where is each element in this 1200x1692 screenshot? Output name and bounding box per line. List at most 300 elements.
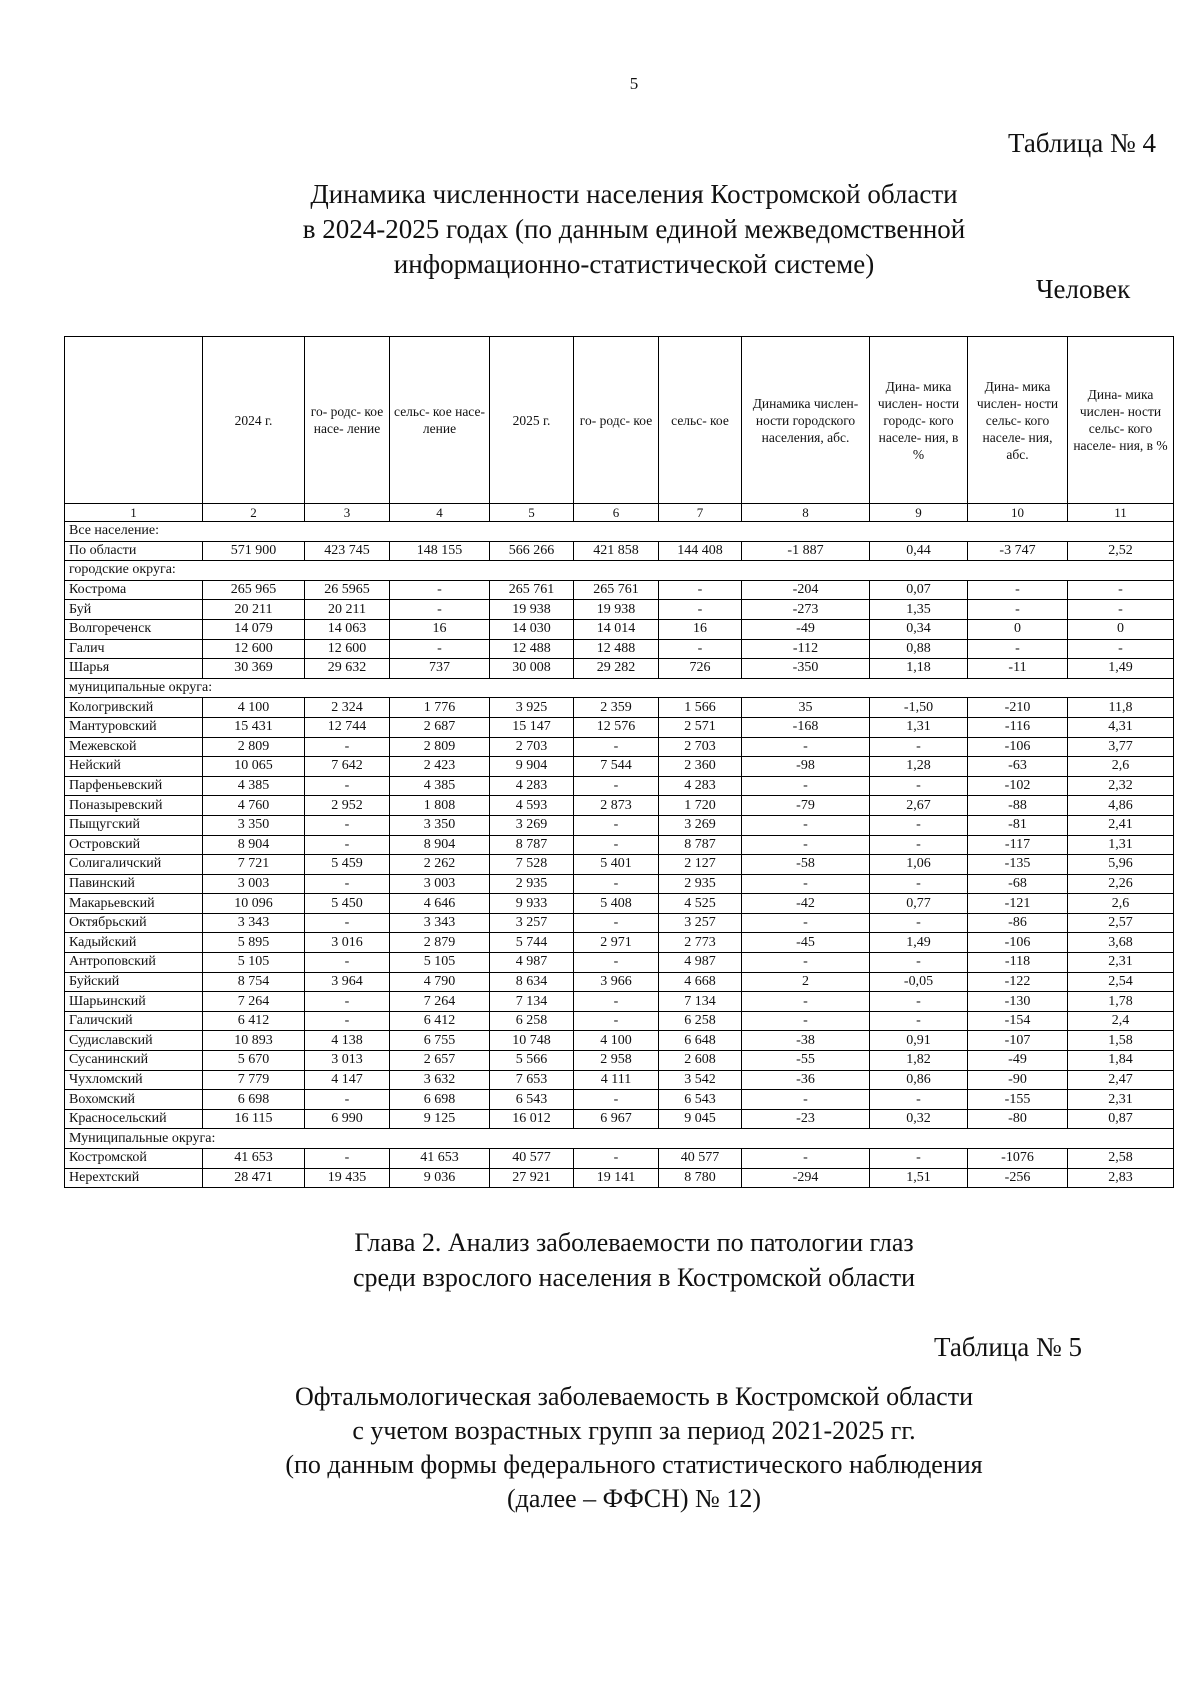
district-name-cell: Галичский [65, 1011, 203, 1031]
table-cell: 7 653 [490, 1070, 574, 1090]
table-cell: 0,87 [1068, 1109, 1174, 1129]
table-cell: 3 964 [305, 972, 390, 992]
table-cell: -36 [742, 1070, 870, 1090]
column-number-cell: 4 [390, 504, 490, 522]
table-cell: 4 111 [574, 1070, 659, 1090]
table-row [65, 619, 1174, 639]
table-cell: 0,88 [870, 639, 968, 659]
table-cell: - [390, 580, 490, 600]
table-cell: - [870, 1090, 968, 1110]
chapter-heading-line: Глава 2. Анализ заболеваемости по патологии глаз [354, 1228, 914, 1257]
table-cell: - [305, 835, 390, 855]
table-cell: 41 653 [390, 1149, 490, 1169]
table-cell: 5 105 [390, 953, 490, 973]
table-cell: 1,49 [870, 933, 968, 953]
table-cell: - [574, 874, 659, 894]
table-cell: -130 [968, 992, 1068, 1012]
table-cell: 2,58 [1068, 1149, 1174, 1169]
table-cell: - [305, 874, 390, 894]
table-cell: 4 646 [390, 894, 490, 914]
table-cell: - [574, 953, 659, 973]
table-cell: 5 670 [203, 1051, 305, 1071]
table-cell: 8 904 [390, 835, 490, 855]
table-cell: 0,44 [870, 541, 968, 561]
table-cell: - [870, 737, 968, 757]
table-cell: 8 634 [490, 972, 574, 992]
table-cell: -49 [742, 619, 870, 639]
table-cell: - [742, 737, 870, 757]
table-cell: -55 [742, 1051, 870, 1071]
table-cell: 4 100 [203, 698, 305, 718]
table-cell: 2 773 [659, 933, 742, 953]
table-cell: 2,54 [1068, 972, 1174, 992]
district-name-cell: Нейский [65, 757, 203, 777]
column-header: Дина- мика числен- ности сельс- кого населе- ния, в % [1068, 337, 1174, 504]
table-cell: 30 369 [203, 659, 305, 679]
table-cell: 9 045 [659, 1109, 742, 1129]
table-cell: 8 904 [203, 835, 305, 855]
table-cell: -168 [742, 717, 870, 737]
district-name-cell: Кострома [65, 580, 203, 600]
table-cell: 6 543 [659, 1090, 742, 1110]
table-row [65, 639, 1174, 659]
table-cell: - [742, 1149, 870, 1169]
column-header: 2025 г. [490, 337, 574, 504]
table-row [65, 796, 1174, 816]
district-name-cell: Судиславский [65, 1031, 203, 1051]
table-cell: - [574, 1149, 659, 1169]
table-cell: 2 809 [203, 737, 305, 757]
district-name-cell: Октябрьский [65, 913, 203, 933]
table-cell: 2 657 [390, 1051, 490, 1071]
table-cell: - [870, 953, 968, 973]
table-cell: -88 [968, 796, 1068, 816]
table-cell: 12 488 [574, 639, 659, 659]
district-name-cell: Галич [65, 639, 203, 659]
table-cell: - [305, 1090, 390, 1110]
table-cell: - [968, 639, 1068, 659]
table-cell: 1 808 [390, 796, 490, 816]
table-cell: -23 [742, 1109, 870, 1129]
table-cell: 4,86 [1068, 796, 1174, 816]
table-cell: 3 343 [390, 913, 490, 933]
table-cell: -155 [968, 1090, 1068, 1110]
table-cell: 6 648 [659, 1031, 742, 1051]
table-cell: 2,67 [870, 796, 968, 816]
table-row [65, 972, 1174, 992]
table-cell: 3 269 [490, 815, 574, 835]
column-number-cell: 10 [968, 504, 1068, 522]
table4-title-line: в 2024-2025 годах (по данным единой межведомственной [302, 214, 966, 244]
table-cell: - [574, 835, 659, 855]
table-cell: 1,31 [1068, 835, 1174, 855]
table-cell: 2 935 [659, 874, 742, 894]
table-cell: 11,8 [1068, 698, 1174, 718]
table-cell: 144 408 [659, 541, 742, 561]
table-cell: - [574, 913, 659, 933]
district-name-cell: Парфеньевский [65, 776, 203, 796]
table-cell: 2,83 [1068, 1168, 1174, 1188]
table-cell: 4,31 [1068, 717, 1174, 737]
table-cell: - [1068, 580, 1174, 600]
district-name-cell: Солигаличский [65, 855, 203, 875]
table-cell: 2 971 [574, 933, 659, 953]
table-row [65, 1090, 1174, 1110]
table-cell: 3 542 [659, 1070, 742, 1090]
table-cell: 2 262 [390, 855, 490, 875]
table-cell: 4 283 [490, 776, 574, 796]
table-cell: 2 879 [390, 933, 490, 953]
table-cell: 2,6 [1068, 894, 1174, 914]
table-cell: - [305, 815, 390, 835]
table-cell: 15 431 [203, 717, 305, 737]
group-label: городские округа: [65, 561, 1174, 581]
table-cell: 566 266 [490, 541, 574, 561]
table-cell: - [870, 815, 968, 835]
table-cell: 2 127 [659, 855, 742, 875]
table-cell: 2 873 [574, 796, 659, 816]
table-cell: 737 [390, 659, 490, 679]
table4-title [0, 177, 1200, 282]
table-header-row [65, 337, 1174, 504]
table-cell: 1 720 [659, 796, 742, 816]
table-cell: 7 264 [203, 992, 305, 1012]
table-cell: -1076 [968, 1149, 1068, 1169]
table-cell: 4 668 [659, 972, 742, 992]
table-cell: -1 887 [742, 541, 870, 561]
district-name-cell: Шарья [65, 659, 203, 679]
table-cell: 5 566 [490, 1051, 574, 1071]
table-cell: - [742, 992, 870, 1012]
table5-title [0, 1380, 1200, 1516]
district-name-cell: По области [65, 541, 203, 561]
table-cell: 35 [742, 698, 870, 718]
table-row [65, 659, 1174, 679]
district-name-cell: Островский [65, 835, 203, 855]
table-cell: 8 754 [203, 972, 305, 992]
table-cell: - [659, 580, 742, 600]
table-cell: 27 921 [490, 1168, 574, 1188]
table-cell: -63 [968, 757, 1068, 777]
table-cell: 8 787 [659, 835, 742, 855]
group-row [65, 522, 1174, 542]
table-cell: 5 744 [490, 933, 574, 953]
table-row [65, 933, 1174, 953]
table-cell: 14 079 [203, 619, 305, 639]
table5-title-line: с учетом возрастных групп за период 2021-2025 гг. [352, 1416, 916, 1445]
table-cell: - [305, 737, 390, 757]
table-row [65, 1070, 1174, 1090]
table-cell: 14 014 [574, 619, 659, 639]
table-cell: -11 [968, 659, 1068, 679]
table-cell: 2,31 [1068, 1090, 1174, 1110]
table-cell: 6 755 [390, 1031, 490, 1051]
chapter-heading-line: среди взрослого населения в Костромской области [352, 1263, 916, 1292]
table-cell: 0 [968, 619, 1068, 639]
table-cell: 7 779 [203, 1070, 305, 1090]
table-cell: 5 459 [305, 855, 390, 875]
column-number-cell: 3 [305, 504, 390, 522]
table-cell: 14 030 [490, 619, 574, 639]
table-cell: - [870, 776, 968, 796]
table-cell: 4 147 [305, 1070, 390, 1090]
table-cell: - [870, 1149, 968, 1169]
table-cell: - [742, 953, 870, 973]
table-cell: 12 576 [574, 717, 659, 737]
table-cell: - [742, 1011, 870, 1031]
table-cell: 265 761 [490, 580, 574, 600]
column-number-cell: 8 [742, 504, 870, 522]
table-cell: 0,32 [870, 1109, 968, 1129]
table-cell: 3 350 [203, 815, 305, 835]
table-cell: - [574, 992, 659, 1012]
table5-title-line: Офтальмологическая заболеваемость в Костромской области [294, 1382, 974, 1411]
table-cell: - [870, 835, 968, 855]
district-name-cell: Павинский [65, 874, 203, 894]
table-cell: 4 385 [203, 776, 305, 796]
table-cell: 2,41 [1068, 815, 1174, 835]
group-row [65, 1129, 1174, 1149]
table-cell: - [390, 600, 490, 620]
table-row [65, 1168, 1174, 1188]
table-cell: - [870, 992, 968, 1012]
table-cell: - [968, 600, 1068, 620]
table-cell: -102 [968, 776, 1068, 796]
table-cell: - [659, 600, 742, 620]
group-label: муниципальные округа: [65, 678, 1174, 698]
table-cell: 19 435 [305, 1168, 390, 1188]
table-cell: 9 125 [390, 1109, 490, 1129]
table-cell: 0,34 [870, 619, 968, 639]
table-cell: - [742, 815, 870, 835]
table-cell: -49 [968, 1051, 1068, 1071]
table-cell: -350 [742, 659, 870, 679]
column-number-row [65, 504, 1174, 522]
table-cell: 41 653 [203, 1149, 305, 1169]
table-cell: 16 115 [203, 1109, 305, 1129]
table-cell: 4 525 [659, 894, 742, 914]
table-row [65, 737, 1174, 757]
table-row [65, 953, 1174, 973]
table-cell: -273 [742, 600, 870, 620]
table-cell: - [305, 913, 390, 933]
table-cell: 1,49 [1068, 659, 1174, 679]
table-cell: 5 450 [305, 894, 390, 914]
table-cell: 423 745 [305, 541, 390, 561]
table-cell: 6 258 [490, 1011, 574, 1031]
table-cell: - [659, 639, 742, 659]
table-cell: 28 471 [203, 1168, 305, 1188]
page-number: 5 [629, 74, 639, 93]
column-header: 2024 г. [203, 337, 305, 504]
table-cell: 10 893 [203, 1031, 305, 1051]
table-cell: 10 096 [203, 894, 305, 914]
table-cell: 3 257 [490, 913, 574, 933]
table-cell: 2 [742, 972, 870, 992]
district-name-cell: Поназыревский [65, 796, 203, 816]
district-name-cell: Чухломский [65, 1070, 203, 1090]
table-cell: 3 350 [390, 815, 490, 835]
table-cell: 2 935 [490, 874, 574, 894]
table-row [65, 874, 1174, 894]
district-name-cell: Вохомский [65, 1090, 203, 1110]
column-number-cell: 9 [870, 504, 968, 522]
table-cell: 1,84 [1068, 1051, 1174, 1071]
table-cell: 29 632 [305, 659, 390, 679]
table-cell: 4 100 [574, 1031, 659, 1051]
table-cell: 16 [659, 619, 742, 639]
table-cell: - [574, 737, 659, 757]
table-cell: - [1068, 600, 1174, 620]
table-cell: 1,18 [870, 659, 968, 679]
table-cell: 1,31 [870, 717, 968, 737]
table-cell: -204 [742, 580, 870, 600]
column-header [65, 337, 203, 504]
table-cell: 3 632 [390, 1070, 490, 1090]
table-cell: 40 577 [490, 1149, 574, 1169]
table-cell: -106 [968, 737, 1068, 757]
table-cell: 2 809 [390, 737, 490, 757]
table-cell: 4 385 [390, 776, 490, 796]
table-row [65, 1051, 1174, 1071]
table-cell: -98 [742, 757, 870, 777]
table-cell: 10 748 [490, 1031, 574, 1051]
table-row [65, 913, 1174, 933]
table-cell: 2,52 [1068, 541, 1174, 561]
table-cell: - [1068, 639, 1174, 659]
column-header: Динамика числен- ности городского населения, абс. [742, 337, 870, 504]
table-cell: 1,51 [870, 1168, 968, 1188]
table-row [65, 541, 1174, 561]
table-cell: -154 [968, 1011, 1068, 1031]
table-cell: -135 [968, 855, 1068, 875]
table-cell: 2,31 [1068, 953, 1174, 973]
table-cell: 5,96 [1068, 855, 1174, 875]
table-cell: 3 016 [305, 933, 390, 953]
table-cell: -107 [968, 1031, 1068, 1051]
table-cell: 7 134 [659, 992, 742, 1012]
column-number-cell: 6 [574, 504, 659, 522]
table-cell: - [742, 835, 870, 855]
district-name-cell: Красносельский [65, 1109, 203, 1129]
table-cell: 3 269 [659, 815, 742, 835]
table-cell: 2 952 [305, 796, 390, 816]
table-cell: 3 013 [305, 1051, 390, 1071]
district-name-cell: Сусанинский [65, 1051, 203, 1071]
table-cell: 5 895 [203, 933, 305, 953]
table-row [65, 757, 1174, 777]
table4-number-label: Таблица № 4 [1008, 128, 1156, 158]
table-row [65, 894, 1174, 914]
table-cell: 16 012 [490, 1109, 574, 1129]
table-cell: - [742, 1090, 870, 1110]
column-number-cell: 11 [1068, 504, 1174, 522]
district-name-cell: Шарьинский [65, 992, 203, 1012]
table-cell: 19 938 [574, 600, 659, 620]
table-cell: 7 264 [390, 992, 490, 1012]
table-cell: - [742, 913, 870, 933]
table-cell: 1,78 [1068, 992, 1174, 1012]
table-cell: 2 324 [305, 698, 390, 718]
table-cell: -210 [968, 698, 1068, 718]
table-cell: 2,26 [1068, 874, 1174, 894]
table-cell: 148 155 [390, 541, 490, 561]
table-row [65, 1109, 1174, 1129]
district-name-cell: Буй [65, 600, 203, 620]
table-cell: 2 703 [490, 737, 574, 757]
table-cell: 2 571 [659, 717, 742, 737]
district-name-cell: Пыщугский [65, 815, 203, 835]
table-cell: -58 [742, 855, 870, 875]
table-cell: 1,06 [870, 855, 968, 875]
table-cell: 6 698 [203, 1090, 305, 1110]
table-cell: 8 780 [659, 1168, 742, 1188]
table-cell: 6 990 [305, 1109, 390, 1129]
district-name-cell: Костромской [65, 1149, 203, 1169]
table-cell: 29 282 [574, 659, 659, 679]
district-name-cell: Макарьевский [65, 894, 203, 914]
district-name-cell: Волгореченск [65, 619, 203, 639]
table-cell: -117 [968, 835, 1068, 855]
table-cell: 0,86 [870, 1070, 968, 1090]
table-cell: 5 408 [574, 894, 659, 914]
table-cell: 1 566 [659, 698, 742, 718]
column-header: сельс- кое насе- ление [390, 337, 490, 504]
table-cell: 16 [390, 619, 490, 639]
table-cell: 4 760 [203, 796, 305, 816]
table-cell: - [742, 776, 870, 796]
table-cell: 12 600 [305, 639, 390, 659]
table-cell: 4 593 [490, 796, 574, 816]
column-number-cell: 7 [659, 504, 742, 522]
table-cell: -112 [742, 639, 870, 659]
table-row [65, 1011, 1174, 1031]
column-header: го- родс- кое насе- ление [305, 337, 390, 504]
chapter-heading [0, 1225, 1200, 1295]
table-cell: 3 966 [574, 972, 659, 992]
group-row [65, 561, 1174, 581]
table-cell: 1 776 [390, 698, 490, 718]
table-cell: -81 [968, 815, 1068, 835]
table-cell: 265 761 [574, 580, 659, 600]
table-cell: -68 [968, 874, 1068, 894]
table-cell: 2 423 [390, 757, 490, 777]
district-name-cell: Кологривский [65, 698, 203, 718]
table-cell: - [574, 1011, 659, 1031]
table-cell: 19 938 [490, 600, 574, 620]
table-cell: 8 787 [490, 835, 574, 855]
table-cell: - [870, 874, 968, 894]
table-cell: 3 003 [203, 874, 305, 894]
group-label: Муниципальные округа: [65, 1129, 1174, 1149]
table-cell: 7 544 [574, 757, 659, 777]
table-cell: 4 138 [305, 1031, 390, 1051]
table-cell: 2 359 [574, 698, 659, 718]
table-row [65, 1149, 1174, 1169]
table-cell: -106 [968, 933, 1068, 953]
table-cell: 3,68 [1068, 933, 1174, 953]
table-row [65, 580, 1174, 600]
table-cell: 1,58 [1068, 1031, 1174, 1051]
table-cell: 3 003 [390, 874, 490, 894]
table-cell: -122 [968, 972, 1068, 992]
table4-title-line: информационно-статистической системе) [393, 249, 875, 279]
table-cell: -294 [742, 1168, 870, 1188]
table-cell: 9 904 [490, 757, 574, 777]
table-cell: - [305, 1011, 390, 1031]
table-cell: 2,57 [1068, 913, 1174, 933]
table-cell: 20 211 [305, 600, 390, 620]
